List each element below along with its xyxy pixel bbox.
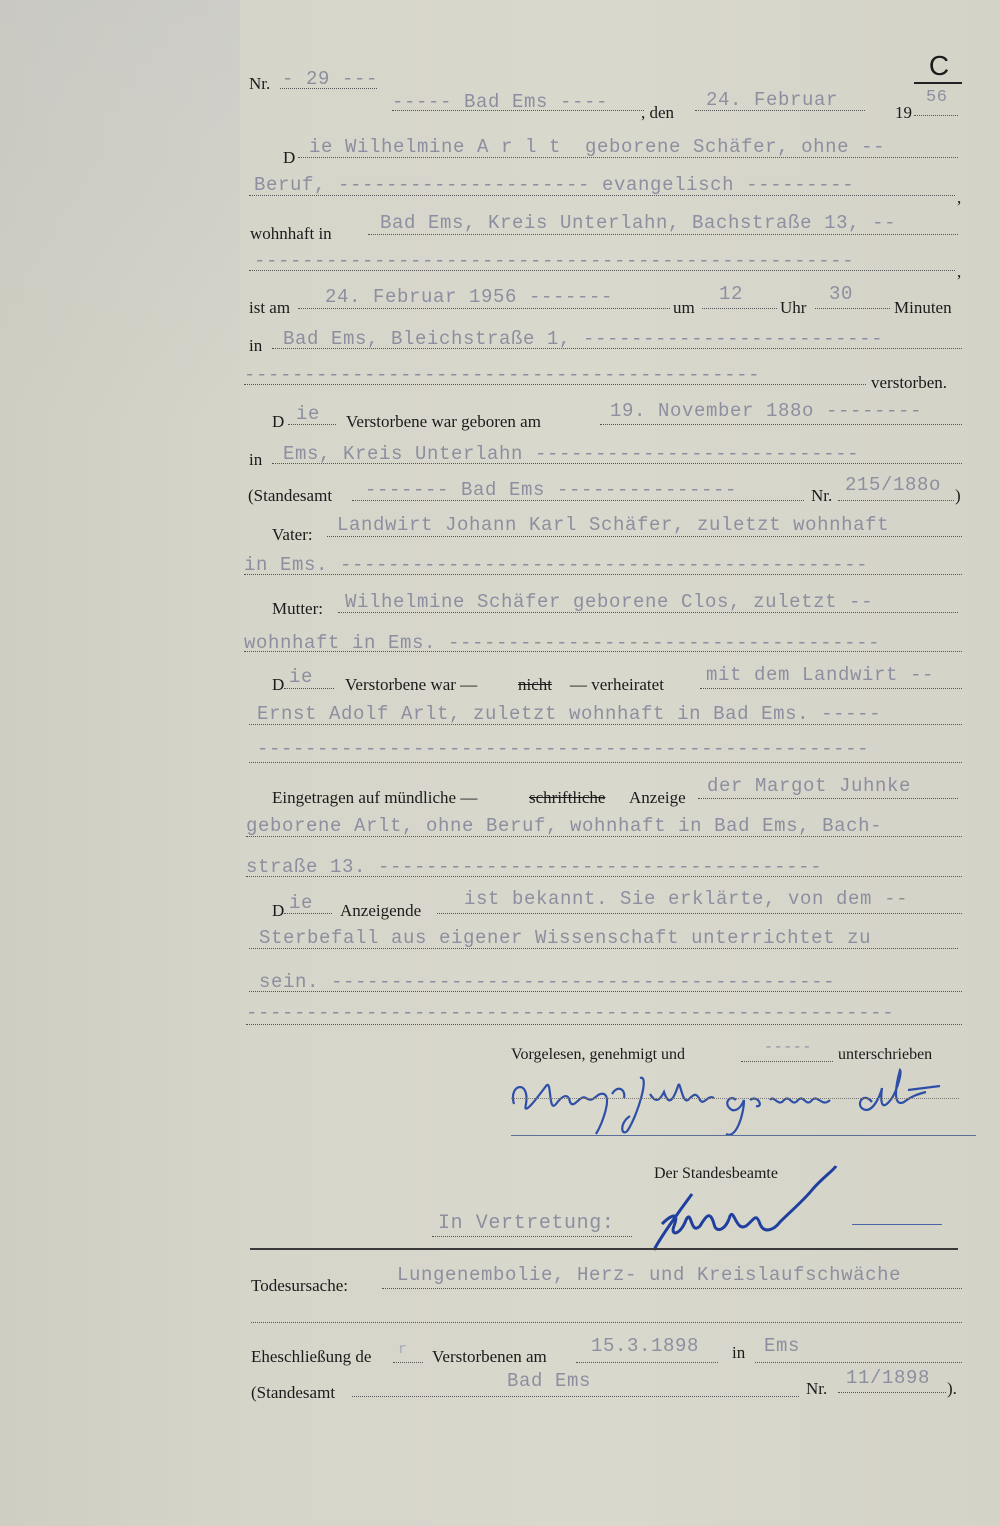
mutter-continuation: wohnhaft in Ems. ------------------------------------ xyxy=(244,632,881,654)
person-line-2-comma: , xyxy=(957,188,962,207)
statement-line-3: sein. ------------------------------------------ xyxy=(259,971,836,993)
standesbeamte-label: Der Standesbeamte xyxy=(654,1165,778,1182)
informant-signature-underline xyxy=(511,1135,976,1136)
informant-signature-dots xyxy=(511,1098,959,1099)
death-date: 24. Februar 1956 ------- xyxy=(325,286,614,308)
place-header: ----- Bad Ems ---- xyxy=(392,91,609,113)
registrar-signature-image xyxy=(640,1160,860,1260)
birth-ie: ie xyxy=(296,403,321,425)
todesursache-dots xyxy=(382,1288,962,1289)
person-line-2: Beruf, --------------------- evangelisch --------- xyxy=(254,174,855,196)
spouse-cont-dots xyxy=(249,724,962,725)
year-prefix: 19 xyxy=(895,103,912,122)
ehe-in: in xyxy=(732,1343,746,1362)
birth-date: 19. November 188o -------- xyxy=(610,400,923,422)
vater-label: Vater: xyxy=(272,525,313,544)
vater-continuation: in Ems. -------------------------------------------- xyxy=(244,554,869,576)
person-line-2-dots xyxy=(249,195,955,196)
death-date-dots xyxy=(298,308,670,309)
birth-nr-dots xyxy=(838,500,954,501)
spouse: mit dem Landwirt -- xyxy=(706,664,935,686)
vater: Landwirt Johann Karl Schäfer, zuletzt wohnhaft xyxy=(337,514,890,536)
statement: ist bekannt. Sie erklärte, von dem -- xyxy=(464,888,909,910)
birth-label: Verstorbene war geboren am xyxy=(346,412,541,431)
vater-cont-dots xyxy=(244,574,962,575)
ehe-place: Ems xyxy=(764,1335,801,1357)
wohnhaft-label: wohnhaft in xyxy=(250,224,332,243)
birth-place: Ems, Kreis Unterlahn --------------------------- xyxy=(283,443,860,465)
death-place-dots xyxy=(272,348,962,349)
marriage-label-b: — verheiratet xyxy=(570,675,664,694)
ehe-close: ). xyxy=(947,1379,957,1398)
vertretung-dots xyxy=(432,1236,632,1237)
date-dotted-line xyxy=(695,110,865,111)
vorgelesen-blank: ----- xyxy=(764,1039,813,1056)
ist-am-label: ist am xyxy=(249,298,291,317)
mutter-dots xyxy=(338,612,958,613)
statement-line-3-dots xyxy=(249,991,962,992)
birth-standesamt-dots xyxy=(352,500,804,501)
residence-cont-dots xyxy=(249,270,955,271)
corner-letter: C xyxy=(928,50,950,81)
ehe-nr-dots xyxy=(838,1392,946,1393)
anzeigende-d-prefix: D xyxy=(272,901,285,920)
informant-line-2: geborene Arlt, ohne Beruf, wohnhaft in Bad Ems, Bach- xyxy=(246,815,883,837)
mutter-label: Mutter: xyxy=(272,599,323,618)
uhr-label: Uhr xyxy=(780,298,807,317)
spouse-continuation: Ernst Adolf Arlt, zuletzt wohnhaft in Bad Ems. ----- xyxy=(257,703,882,725)
statement-line-4-dots xyxy=(246,1024,962,1025)
statement-dots xyxy=(437,913,962,914)
marriage-label-nicht: nicht xyxy=(518,675,552,694)
todesursache-cont-dots xyxy=(251,1322,962,1323)
vorgelesen-label-b: unterschrieben xyxy=(838,1046,933,1063)
residence-continuation: -------------------------------------------------- xyxy=(254,250,855,272)
death-minutes: 30 xyxy=(829,283,854,305)
marriage-label-a: Verstorbene war — xyxy=(345,675,478,694)
ehe-standesamt-dots xyxy=(352,1396,799,1397)
birth-nr-label: Nr. xyxy=(811,486,833,505)
person-line-1: ie Wilhelmine A r l t geborene Schäfer, ohne -- xyxy=(309,136,886,158)
anzeigende-ie-dots xyxy=(284,913,332,914)
informant-line-3: straße 13. ------------------------------------- xyxy=(246,856,823,878)
hour-dots xyxy=(702,308,777,309)
birth-place-dots xyxy=(272,463,962,464)
place-dotted-line xyxy=(392,110,644,111)
mutter: Wilhelmine Schäfer geborene Clos, zuletzt -- xyxy=(345,591,874,613)
informant-line-2-dots xyxy=(246,836,962,837)
corner-letter-underline xyxy=(914,82,962,84)
spouse-continuation-2: --------------------------------------------------- xyxy=(257,738,870,760)
statement-line-2-dots xyxy=(249,948,958,949)
vorgelesen-label-a: Vorgelesen, genehmigt und xyxy=(511,1046,686,1063)
birth-close: ) xyxy=(955,486,961,505)
ehe-date: 15.3.1898 xyxy=(591,1335,700,1357)
birth-standesamt: ------- Bad Ems --------------- xyxy=(365,479,738,501)
birth-in-label: in xyxy=(249,450,263,469)
date-separator: , den xyxy=(641,103,675,122)
report-label-a: Eingetragen auf mündliche — xyxy=(272,788,478,807)
anzeigende-label: Anzeigende xyxy=(340,901,422,920)
ehe-date-dots xyxy=(576,1362,718,1363)
report-label-schriftliche: schriftliche xyxy=(529,788,606,807)
residence-comma: , xyxy=(957,262,962,281)
birth-d-prefix: D xyxy=(272,412,285,431)
nr-value: - 29 --- xyxy=(282,68,379,90)
todesursache-label: Todesursache: xyxy=(251,1276,348,1295)
bleed-through-shadow xyxy=(0,0,240,420)
verstorben-label: verstorben. xyxy=(871,373,948,392)
marriage-ie-dots xyxy=(284,688,334,689)
birth-nr: 215/188o xyxy=(845,474,942,496)
nr-dotted-line xyxy=(280,88,377,89)
informant-dots xyxy=(698,798,958,799)
ehe-nr: 11/1898 xyxy=(846,1367,931,1389)
in-vertretung-label: In Vertretung: xyxy=(438,1212,615,1235)
year-dotted-line xyxy=(914,115,958,116)
death-place: Bad Ems, Bleichstraße 1, ------------------------- xyxy=(283,328,884,350)
mutter-cont-dots xyxy=(244,651,962,652)
person-line-1-dots xyxy=(298,157,958,158)
spouse-dots xyxy=(700,688,962,689)
minuten-label: Minuten xyxy=(894,298,952,317)
section-divider xyxy=(250,1248,958,1250)
person-d-prefix: D xyxy=(283,148,296,167)
um-label: um xyxy=(673,298,695,317)
death-place-continuation: ------------------------------------------- xyxy=(244,364,761,386)
header-date: 24. Februar xyxy=(706,89,839,111)
ehe-r-dots xyxy=(393,1362,423,1363)
death-hour: 12 xyxy=(719,283,744,305)
death-in-label: in xyxy=(249,336,263,355)
report-label-b: Anzeige xyxy=(629,788,686,807)
informant: der Margot Juhnke xyxy=(707,775,912,797)
residence-dots xyxy=(368,234,958,235)
spouse-cont2-dots xyxy=(249,762,962,763)
minutes-dots xyxy=(815,308,890,309)
vorgelesen-blank-dots xyxy=(741,1061,833,1062)
ehe-label: Eheschließung de xyxy=(251,1347,372,1366)
anzeigende-ie: ie xyxy=(289,892,314,914)
vater-dots xyxy=(327,536,962,537)
ehe-label-2: Verstorbenen am xyxy=(432,1347,547,1366)
marriage-d-prefix: D xyxy=(272,675,285,694)
ehe-r: r xyxy=(398,1341,408,1358)
statement-line-4: ------------------------------------------------------ xyxy=(246,1002,895,1024)
statement-line-2: Sterbefall aus eigener Wissenschaft unterrichtet zu xyxy=(259,927,872,949)
nr-label: Nr. xyxy=(249,74,271,93)
death-place-cont-dots xyxy=(244,384,866,385)
informant-line-3-dots xyxy=(246,876,962,877)
ehe-standesamt: Bad Ems xyxy=(507,1370,592,1392)
birth-date-dots xyxy=(600,424,962,425)
informant-signature-image xyxy=(500,1064,980,1144)
ehe-place-dots xyxy=(755,1362,962,1363)
birth-standesamt-label: (Standesamt xyxy=(248,486,333,505)
birth-ie-dots xyxy=(288,424,336,425)
year-suffix: 56 xyxy=(926,88,948,107)
residence: Bad Ems, Kreis Unterlahn, Bachstraße 13, -- xyxy=(380,212,897,234)
ehe-standesamt-label: (Standesamt xyxy=(251,1383,336,1402)
ehe-nr-label: Nr. xyxy=(806,1379,828,1398)
todesursache: Lungenembolie, Herz- und Kreislaufschwäche xyxy=(397,1264,902,1286)
registrar-signature-stroke xyxy=(852,1224,942,1225)
marriage-ie: ie xyxy=(289,666,314,688)
